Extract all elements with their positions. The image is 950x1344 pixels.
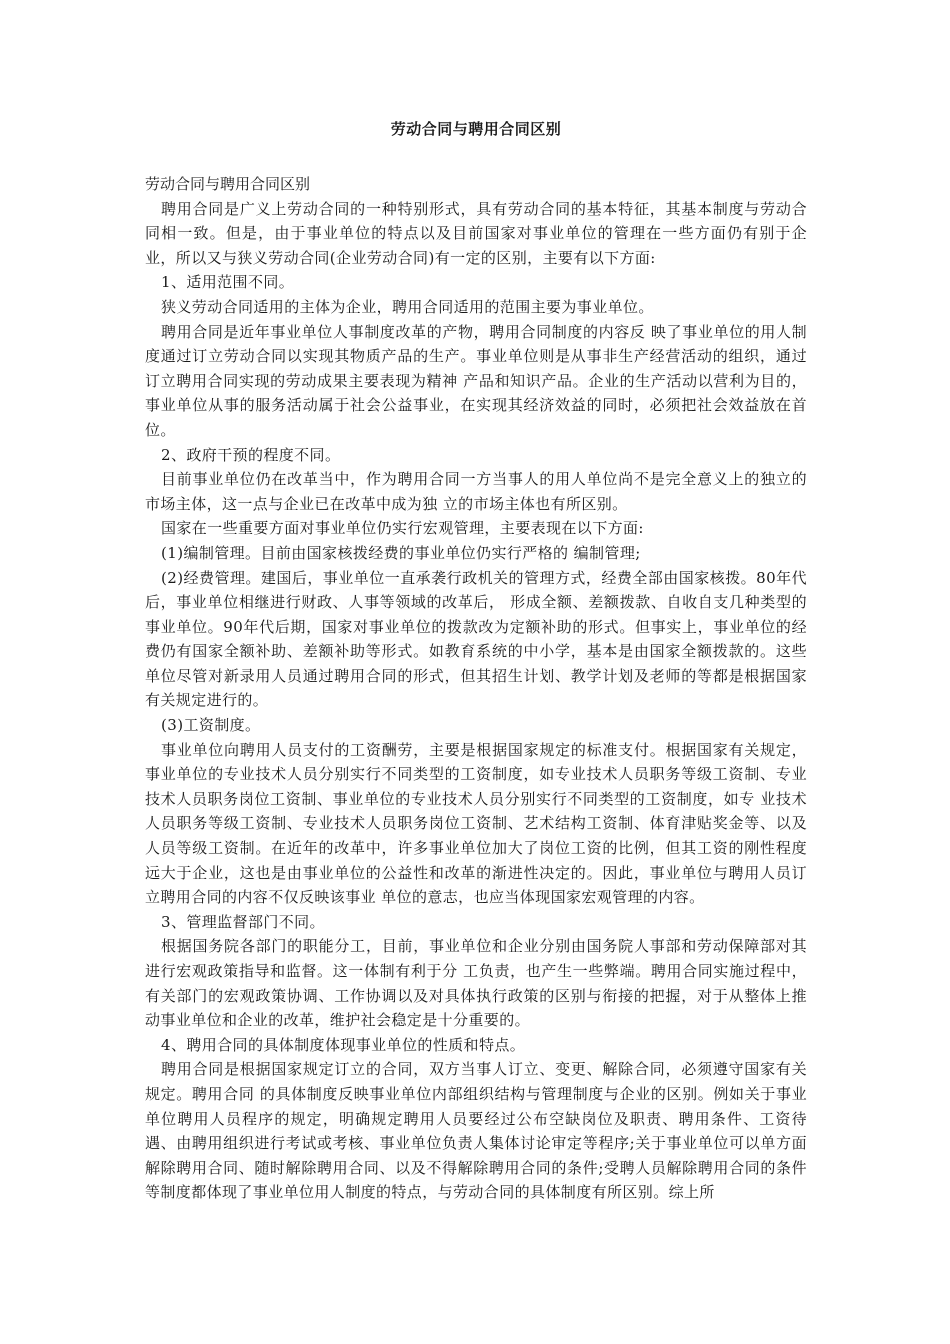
document-page (145, 118, 807, 1205)
list-item: (1)编制管理。目前由国家核拨经费的事业单位仍实行严格的 编制管理; (161, 543, 641, 562)
list-item: (3)工资制度。 (161, 716, 261, 735)
list-item: (2)经费管理。建国后，事业单位一直承袭行政机关的管理方式，经费全部由国家核拨。80年代后，事业单位相继进行财政、人事等领域的改革后， 形成全额、差额拨款、自收自支几种类型的事业单位。90年代后期，国家对事业单位的拨款改为定额补助的形式。但事实上，事业单位的经费仍有国家全额补助、差额补助等形式。如教育系统的中小学，基本是由国家全额拨款的。这些单位尽管对新录用人员通过聘用合同的形式，但其招生计划、教学计划及老师的等都是根据国家有关规定进行的。 (145, 568, 807, 710)
paragraph: 国家在一些重要方面对事业单位仍实行宏观管理，主要表现在以下方面: (161, 519, 644, 538)
paragraph: 狭义劳动合同适用的主体为企业，聘用合同适用的范围主要为事业单位。 (161, 297, 654, 316)
paragraph: 聘用合同是近年事业单位人事制度改革的产物，聘用合同制度的内容反 映了事业单位的用人制度通过订立劳动合同以实现其物质产品的生产。事业单位则是从事非生产经营活动的组织，通过订立聘用合同实现的劳动成果主要表现为精神 产品和知识产品。企业的生产活动以营利为目的，事业单位从事的服务活动属于社会公益事业，在实现其经济效益的同时，必须把社会效益放在首位。 (145, 322, 807, 439)
paragraph: 事业单位向聘用人员支付的工资酬劳，主要是根据国家规定的标准支付。根据国家有关规定，事业单位的专业技术人员分别实行不同类型的工资制度，如专业技术人员职务等级工资制、专业技术人员职务岗位工资制、事业单位的专业技术人员分别实行不同类型的工资制度，如专 业技术人员职务等级工资制、专业技术人员职务岗位工资制、艺术结构工资制、体育津贴奖金等、以及人员等级工资制。在近年的改革中，许多事业单位加大了岗位工资的比例，但其工资的刚性程度远大于企业，这也是由事业单位的公益性和改革的渐进性决定的。因此，事业单位与聘用人员订立聘用合同的内容不仅反映该事业 单位的意志，也应当体现国家宏观管理的内容。 (145, 740, 807, 907)
paragraph: 根据国务院各部门的职能分工，目前，事业单位和企业分别由国务院人事部和劳动保障部对其进行宏观政策指导和监督。这一体制有利于分 工负责，也产生一些弊端。聘用合同实施过程中，有关部门的宏观政策协调、工作协调以及对具体执行政策的区别与衔接的把握，对于从整体上推动事业单位和企业的改革，维护社会稳定是十分重要的。 (145, 937, 807, 1030)
paragraph-intro: 聘用合同是广义上劳动合同的一种特别形式，具有劳动合同的基本特征，其基本制度与劳动合同相一致。但是，由于事业单位的特点以及目前国家对事业单位的管理在一些方面仍有别于企业，所以又与狭义劳动合同(企业劳动合同)有一定的区别，主要有以下方面: (145, 199, 807, 267)
paragraph: 聘用合同是根据国家规定订立的合同，双方当事人订立、变更、解除合同，必须遵守国家有关规定。聘用合同 的具体制度反映事业单位内部组织结构与管理制度与企业的区别。例如关于事业单位聘用人员程序的规定，明确规定聘用人员要经过公布空缺岗位及职责、聘用条件、工资待遇、由聘用组织进行考试或考核、事业单位负责人集体讨论审定等程序;关于事业单位可以单方面解除聘用合同、随时解除聘用合同、以及不得解除聘用合同的条件;受聘人员解除聘用合同的条件等制度都体现了事业单位用人制度的特点，与劳动合同的具体制度有所区别。综上所 (145, 1060, 807, 1202)
section-heading-2: 2、政府干预的程度不同。 (161, 445, 341, 464)
section-heading-4: 4、聘用合同的具体制度体现事业单位的性质和特点。 (161, 1035, 526, 1054)
section-heading-3: 3、管理监督部门不同。 (161, 912, 325, 931)
section-heading-1: 1、适用范围不同。 (161, 273, 295, 292)
document-subtitle: 劳动合同与聘用合同区别 (145, 175, 311, 193)
paragraph: 目前事业单位仍在改革当中，作为聘用合同一方当事人的用人单位尚不是完全意义上的独立的市场主体，这一点与企业已在改革中成为独 立的市场主体也有所区别。 (145, 470, 807, 513)
document-title: 劳动合同与聘用合同区别 (390, 120, 562, 138)
